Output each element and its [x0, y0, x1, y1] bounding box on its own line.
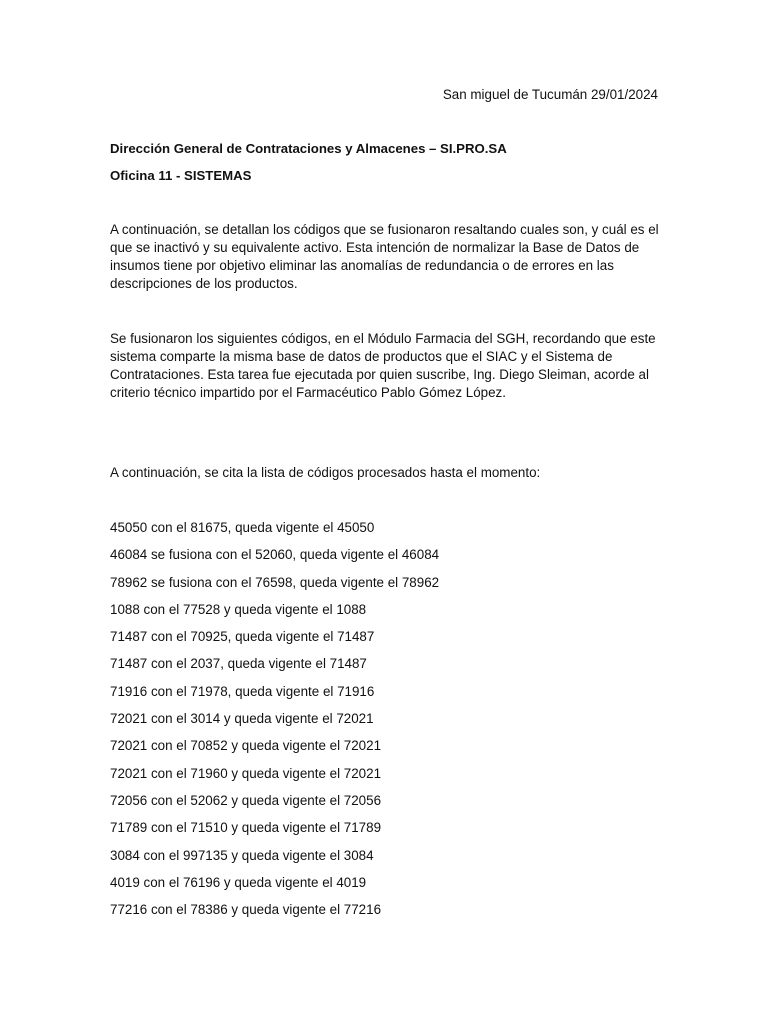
list-item: 78962 se fusiona con el 76598, queda vigente el 78962: [110, 574, 440, 590]
list-item: 71487 con el 2037, queda vigente el 71487: [110, 656, 367, 672]
list-item: 4019 con el 76196 y queda vigente el 4019: [110, 874, 367, 890]
list-item: 72021 con el 3014 y queda vigente el 72021: [110, 711, 374, 727]
office-heading: Oficina 11 - SISTEMAS: [110, 168, 252, 183]
department-heading: Dirección General de Contrataciones y Almacenes – SI.PRO.SA: [110, 141, 507, 156]
list-item: 45050 con el 81675, queda vigente el 45050: [110, 520, 375, 535]
list-item: 77216 con el 78386 y queda vigente el 77216: [110, 902, 382, 918]
list-item: 72056 con el 52062 y queda vigente el 72056: [110, 792, 382, 808]
list-item: 1088 con el 77528 y queda vigente el 1088: [110, 601, 367, 617]
list-item: 72021 con el 71960 y queda vigente el 72021: [110, 765, 382, 781]
list-item: 71487 con el 70925, queda vigente el 71487: [110, 629, 375, 645]
list-intro-paragraph: A continuación, se cita la lista de códigos procesados hasta el momento:: [110, 465, 541, 480]
merge-description-paragraph: Se fusionaron los siguientes códigos, en el Módulo Farmacia del SGH, recordando que este sistema comparte la misma base de datos de productos que el SIAC y el Sistema de Contrataciones. Esta tarea fue ejecutada por quien suscribe, Ing. Diego Sleiman, acorde al criterio técnico impartido por el Farmacéutico Pablo Gómez López.: [110, 331, 656, 400]
list-item: 46084 se fusiona con el 52060, queda vigente el 46084: [110, 547, 440, 563]
code-merge-list: [110, 519, 439, 928]
list-item: 71789 con el 71510 y queda vigente el 71789: [110, 820, 382, 836]
intro-paragraph: A continuación, se detallan los códigos que se fusionaron resaltando cuales son, y cuál es el que se inactivó y su equivalente activo. Esta intención de normalizar la Base de Datos de insumos tiene por objetivo eliminar las anomalías de redundancia o de errores en las descripciones de los productos.: [110, 222, 659, 291]
date-line: San miguel de Tucumán 29/01/2024: [442, 87, 658, 102]
list-item: 71916 con el 71978, queda vigente el 71916: [110, 683, 375, 699]
list-item: 3084 con el 997135 y queda vigente el 3084: [110, 847, 374, 863]
list-item: 72021 con el 70852 y queda vigente el 72021: [110, 738, 382, 754]
